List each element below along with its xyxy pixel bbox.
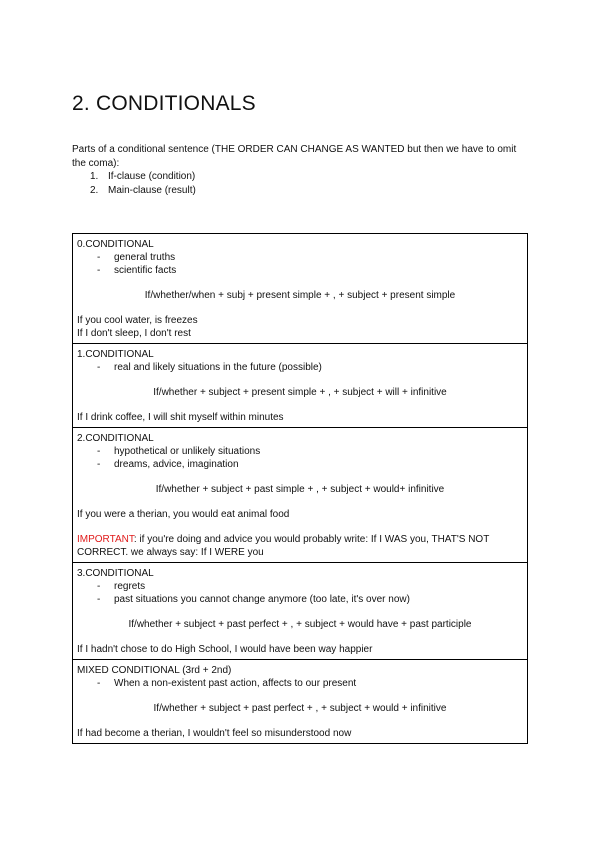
bullet-text: When a non-existent past action, affects to our present (114, 678, 357, 689)
list-label: If-clause (condition) (108, 171, 196, 182)
section-heading: 3.CONDITIONAL (77, 568, 154, 579)
mixed-conditional-section (73, 660, 527, 744)
second-conditional-section (73, 428, 527, 563)
first-conditional-section (73, 344, 527, 428)
intro-list-item (72, 170, 532, 184)
example: If had become a therian, I wouldn't feel so misunderstood now (77, 728, 352, 739)
important-text: : if you're doing and advice you would probably write: If I WAS you, THAT'S NOT CORRECT. we always say: If I WERE you (77, 534, 490, 558)
dash: - (97, 362, 101, 373)
formula: If/whether + subject + present simple + , + subject + will + infinitive (153, 387, 447, 398)
bullet-text: general truths (114, 252, 176, 263)
dash: - (97, 446, 101, 457)
dash: - (97, 459, 101, 470)
list-label: Main-clause (result) (108, 184, 196, 196)
example: If I hadn't chose to do High School, I would have been way happier (77, 644, 373, 655)
formula: If/whether + subject + past simple + , + subject + would+ infinitive (155, 484, 445, 495)
dash: - (97, 252, 101, 263)
bullet-item (77, 445, 523, 458)
bullet-item (77, 264, 523, 277)
formula: If/whether + subject + past perfect + , + subject + would have + past participle (128, 619, 472, 630)
zero-conditional-section (73, 234, 527, 344)
bullet-text: dreams, advice, imagination (114, 459, 239, 470)
important-note (77, 533, 523, 559)
section-heading: 2.CONDITIONAL (77, 433, 154, 444)
bullet-text: scientific facts (114, 265, 177, 276)
third-conditional-section (73, 563, 527, 660)
bullet-item (77, 580, 523, 593)
conditionals-table (72, 233, 528, 744)
bullet-text: hypothetical or unlikely situations (114, 446, 261, 457)
example: If you cool water, is freezes (77, 315, 198, 326)
example: If you were a therian, you would eat animal food (77, 509, 290, 520)
example: If I don't sleep, I don't rest (77, 328, 191, 339)
list-number: 2. (90, 184, 99, 196)
intro-text: Parts of a conditional sentence (THE ORDER CAN CHANGE AS WANTED but then we have to omit the coma): (72, 144, 517, 169)
formula: If/whether/when + subj + present simple + , + subject + present simple (144, 290, 456, 301)
bullet-text: past situations you cannot change anymore (too late, it's over now) (114, 594, 410, 605)
dash: - (97, 581, 101, 592)
example: If I drink coffee, I will shit myself within minutes (77, 412, 284, 423)
bullet-item (77, 361, 523, 374)
bullet-item (77, 458, 523, 471)
formula: If/whether + subject + past perfect + , + subject + would + infinitive (153, 703, 447, 714)
bullet-text: regrets (114, 581, 146, 592)
dash: - (97, 594, 101, 605)
intro-block (72, 143, 532, 197)
dash: - (97, 678, 101, 689)
list-number: 1. (90, 171, 99, 182)
dash: - (97, 265, 101, 276)
page-title: 2. CONDITIONALS (72, 92, 256, 115)
important-label: IMPORTANT (77, 534, 134, 545)
bullet-item (77, 593, 523, 606)
bullet-item (77, 677, 523, 690)
bullet-item (77, 251, 523, 264)
section-heading: MIXED CONDITIONAL (3rd + 2nd) (77, 665, 232, 676)
bullet-text: real and likely situations in the future (possible) (114, 362, 322, 373)
section-heading: 0.CONDITIONAL (77, 239, 154, 250)
section-heading: 1.CONDITIONAL (77, 349, 154, 360)
intro-list-item (72, 184, 532, 198)
